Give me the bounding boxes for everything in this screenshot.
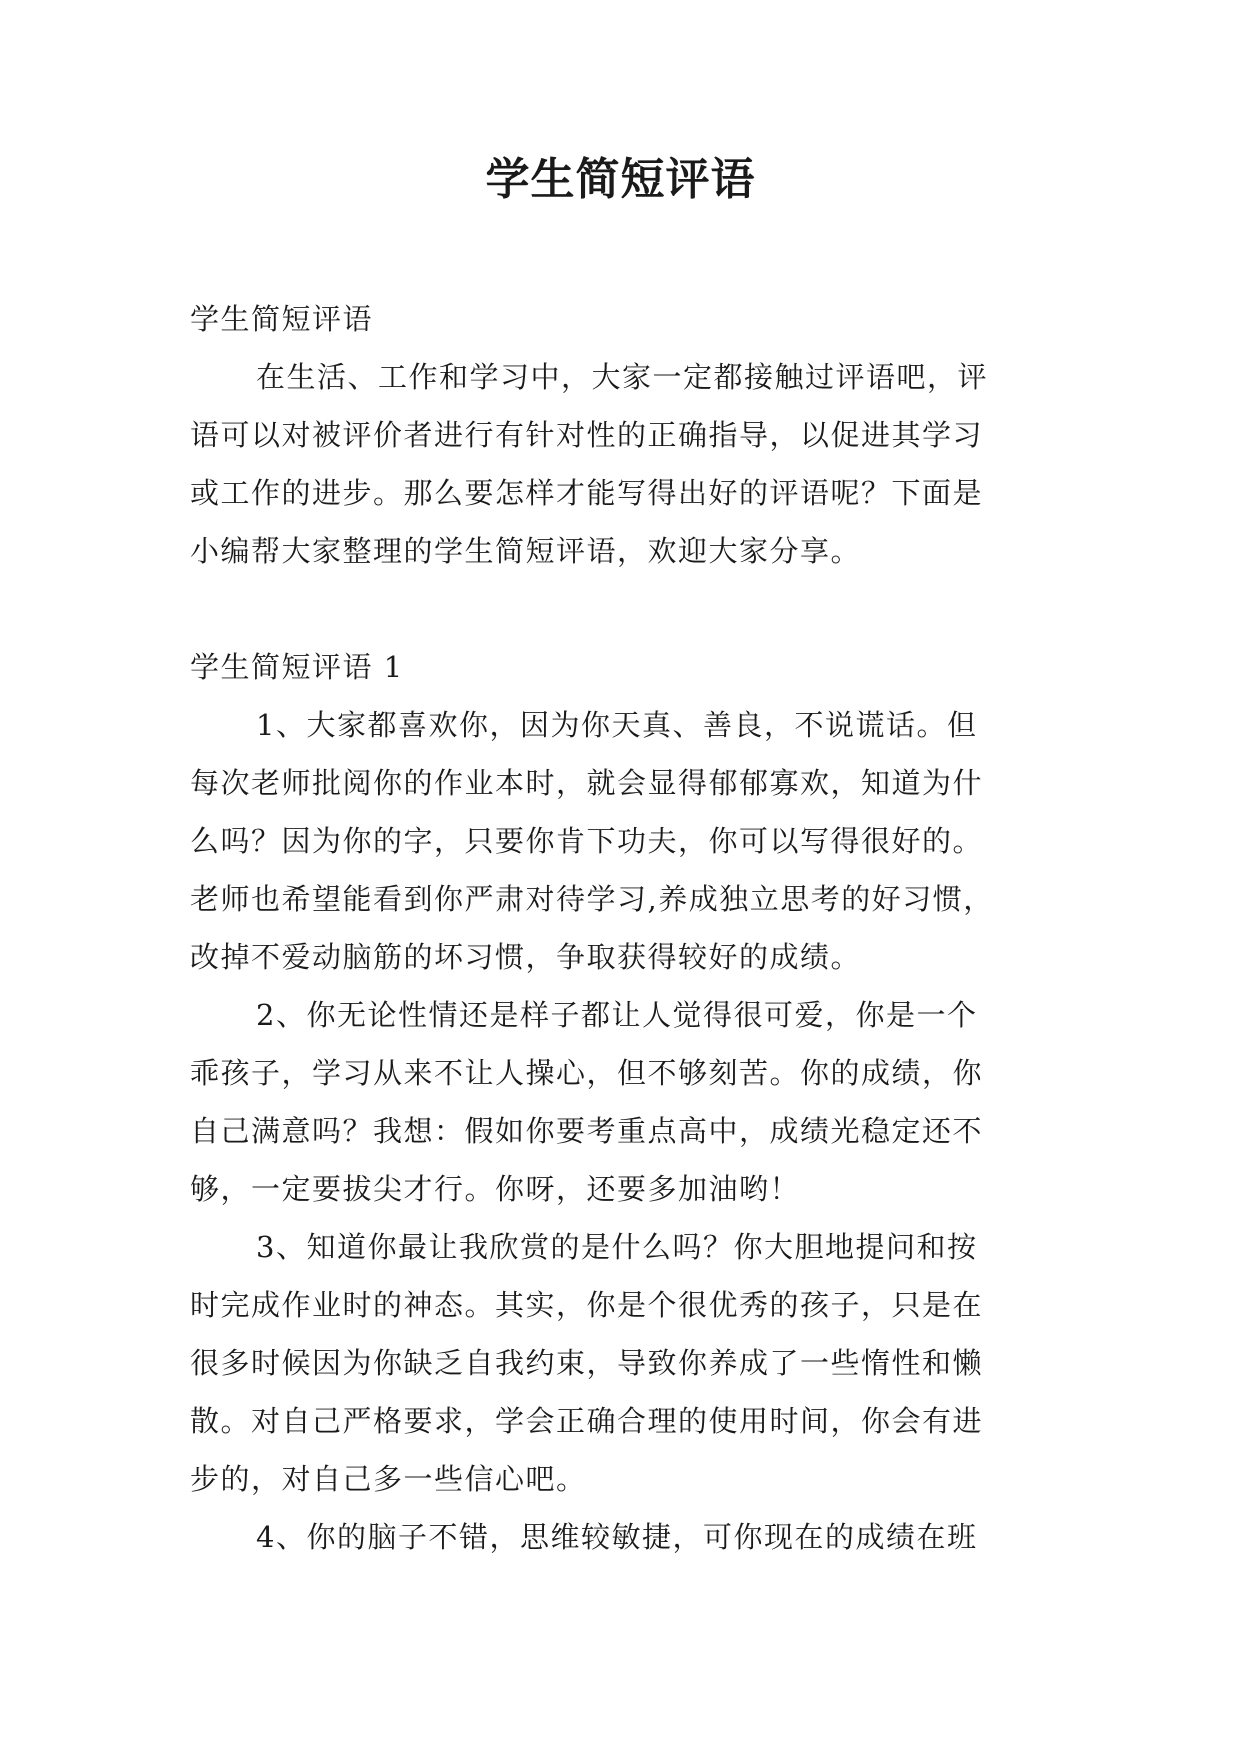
document-title: 学生简短评语	[485, 154, 756, 205]
comment-line: 散。对自己严格要求，学会正确合理的使用时间，你会有进	[190, 1404, 984, 1438]
comment-line: 改掉不爱动脑筋的坏习惯，争取获得较好的成绩。	[190, 940, 862, 974]
comment-item-1	[190, 696, 1050, 986]
comment-item-4	[190, 1508, 1050, 1566]
intro-line: 小编帮大家整理的学生简短评语，欢迎大家分享。	[190, 534, 862, 568]
comment-item-3	[190, 1218, 1050, 1508]
comment-line: 步的，对自己多一些信心吧。	[190, 1462, 587, 1496]
comment-line: 每次老师批阅你的作业本时，就会显得郁郁寡欢，知道为什	[190, 766, 984, 800]
intro-line: 或工作的进步。那么要怎样才能写得出好的评语呢？下面是	[190, 476, 984, 510]
comment-line: 够，一定要拔尖才行。你呀，还要多加油哟！	[190, 1172, 801, 1206]
comment-line: 1、大家都喜欢你，因为你天真、善良，不说谎话。但	[256, 708, 978, 742]
comment-line: 2、你无论性情还是样子都让人觉得很可爱，你是一个	[256, 998, 978, 1032]
comment-line: 老师也希望能看到你严肃对待学习,养成独立思考的好习惯，	[190, 882, 994, 916]
comment-line: 么吗？因为你的字，只要你肯下功夫，你可以写得很好的。	[190, 824, 984, 858]
section-heading-intro: 学生简短评语	[190, 302, 374, 336]
comment-line: 时完成作业时的神态。其实，你是个很优秀的孩子，只是在	[190, 1288, 984, 1322]
document-body	[190, 290, 1050, 1566]
intro-paragraph	[190, 348, 1050, 580]
comment-line: 乖孩子，学习从来不让人操心，但不够刻苦。你的成绩，你	[190, 1056, 984, 1090]
comment-line: 3、知道你最让我欣赏的是什么吗？你大胆地提问和按	[256, 1230, 978, 1264]
comment-line: 4、你的脑子不错，思维较敏捷，可你现在的成绩在班	[256, 1520, 978, 1554]
comment-item-2	[190, 986, 1050, 1218]
section-heading-1: 学生简短评语 1	[190, 650, 404, 684]
comment-line: 很多时候因为你缺乏自我约束，导致你养成了一些惰性和懒	[190, 1346, 984, 1380]
comment-line: 自己满意吗？我想：假如你要考重点高中，成绩光稳定还不	[190, 1114, 984, 1148]
intro-line: 语可以对被评价者进行有针对性的正确指导，以促进其学习	[190, 418, 984, 452]
spacer	[190, 580, 1050, 638]
intro-line: 在生活、工作和学习中，大家一定都接触过评语吧，评	[256, 360, 989, 394]
